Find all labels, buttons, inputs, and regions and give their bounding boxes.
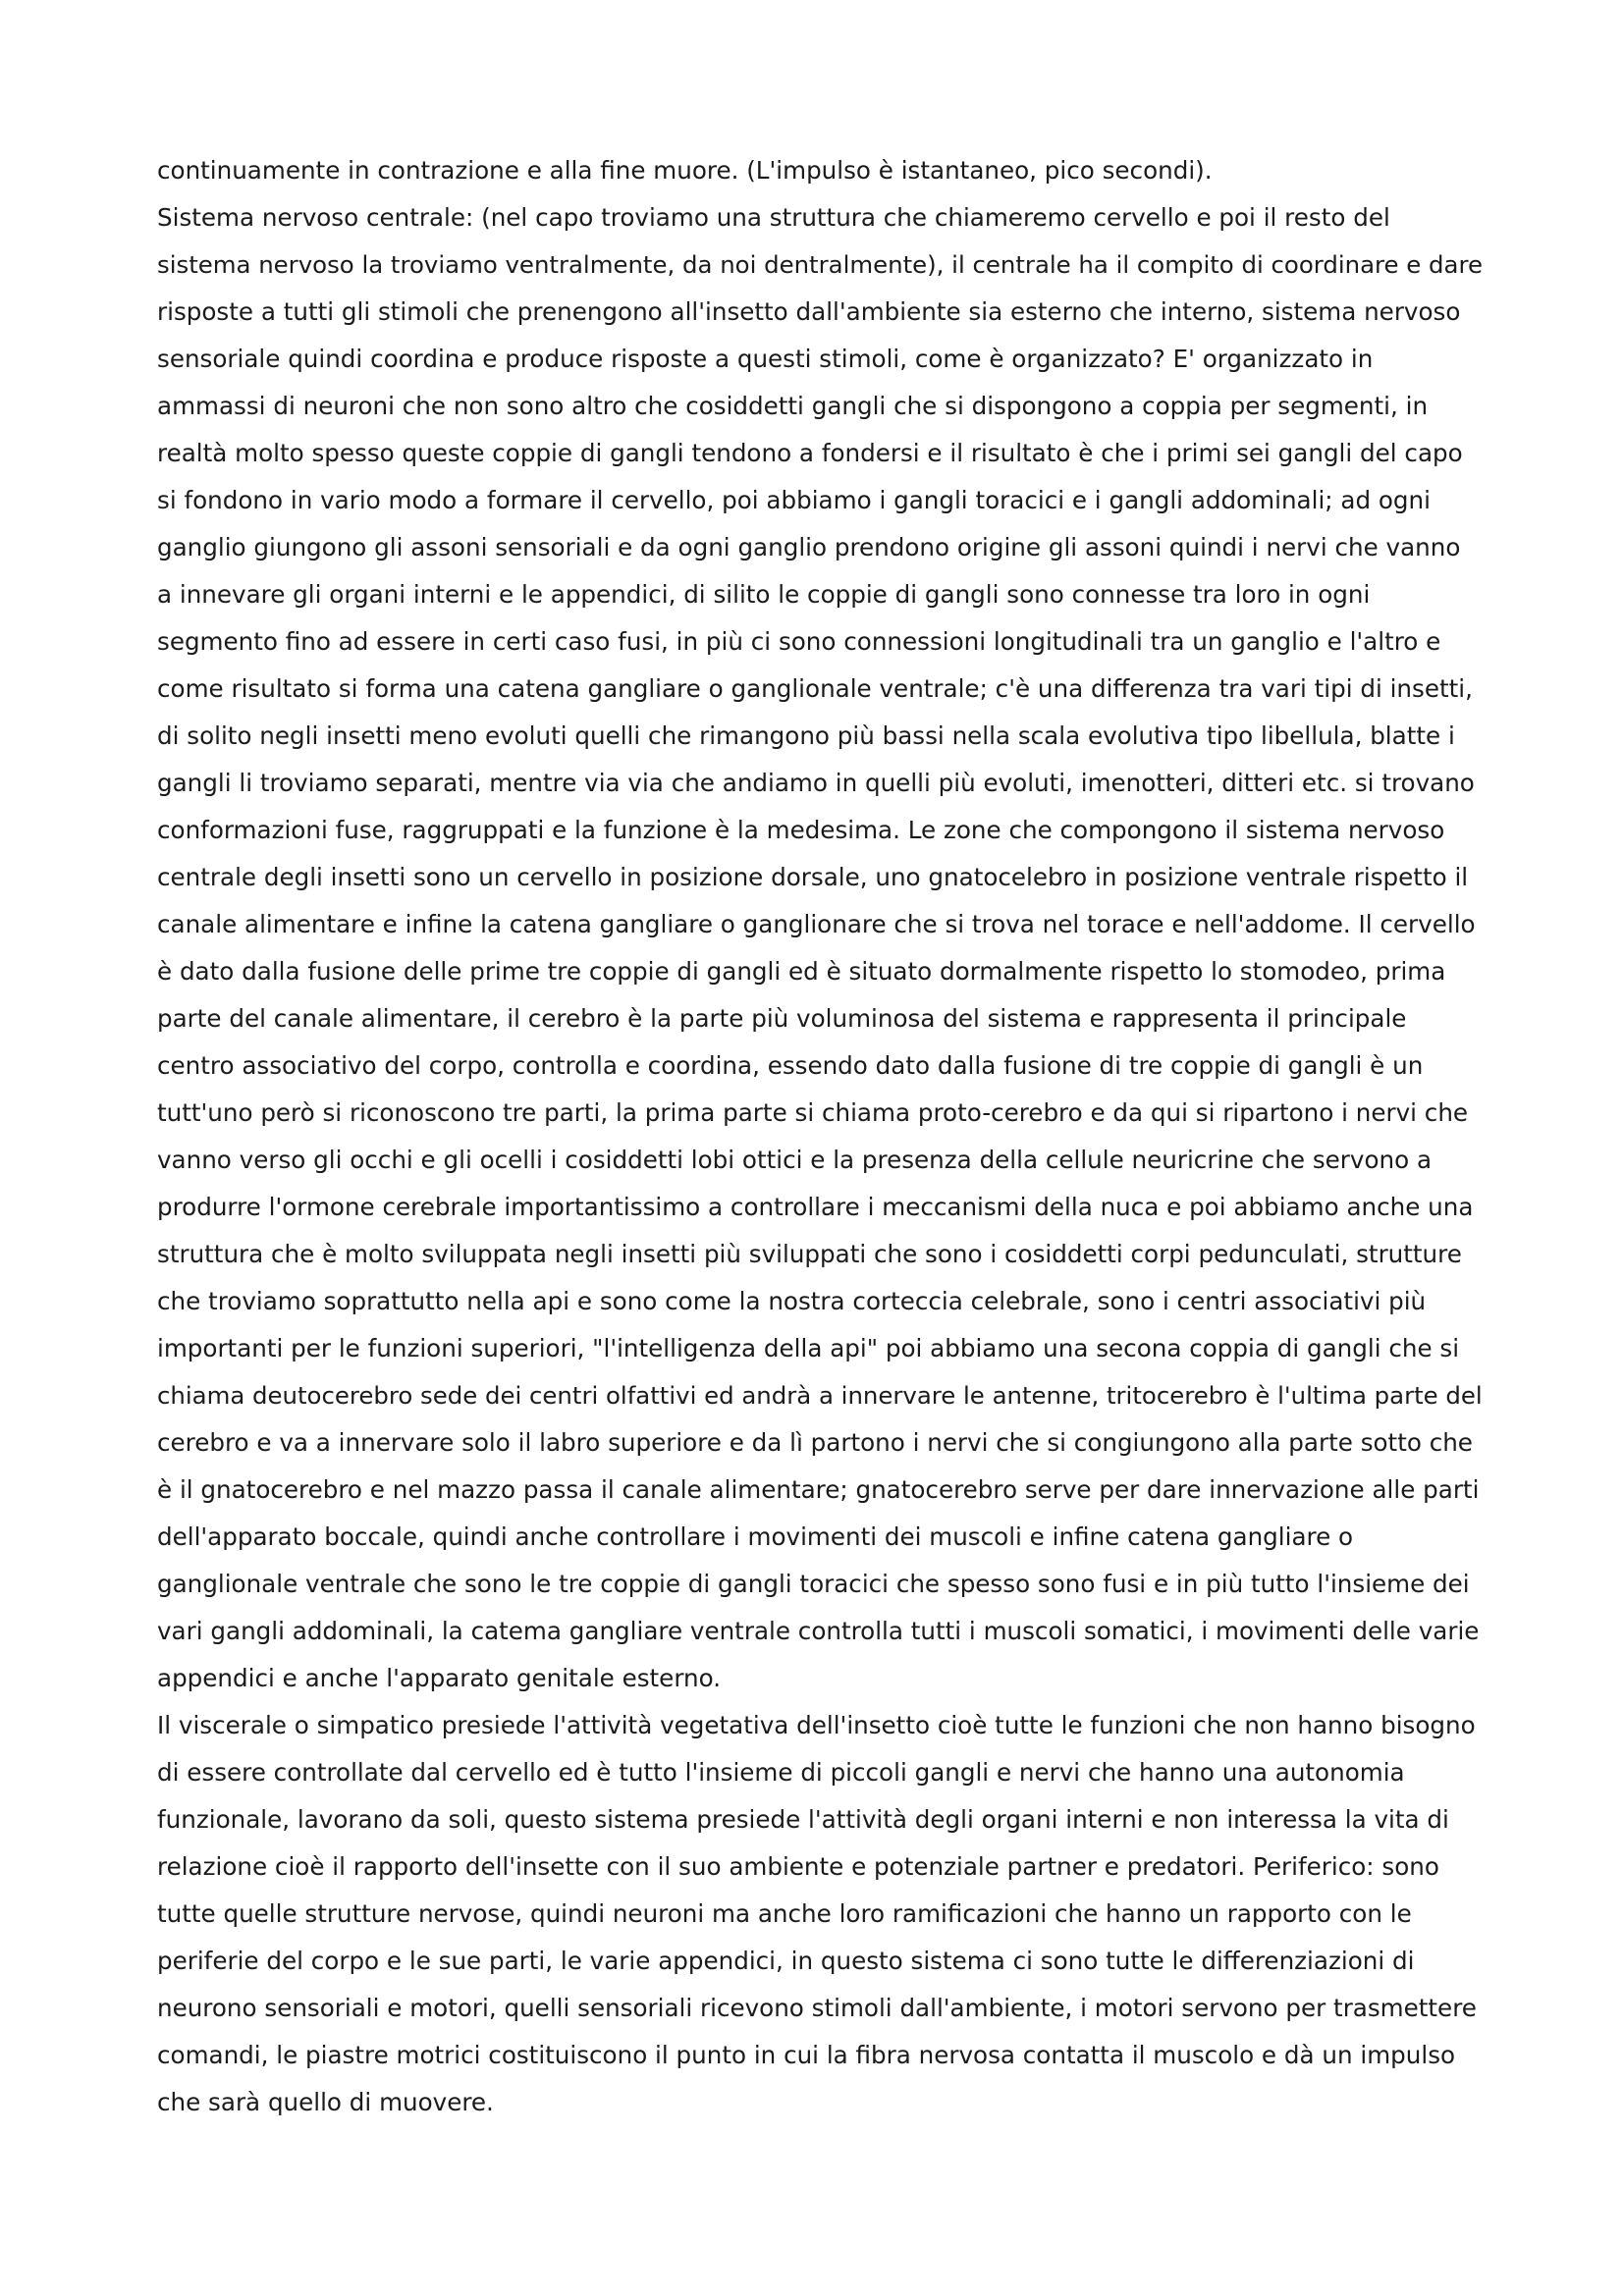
paragraph bbox=[157, 1702, 1485, 2126]
text-line: funzionale, lavorano da soli, questo sistema presiede l'attività degli organi interni e non interessa la vita di bbox=[157, 1805, 1449, 1834]
text-line: Sistema nervoso centrale: (nel capo troviamo una struttura che chiameremo cervello e poi il resto del bbox=[157, 203, 1390, 232]
text-line: come risultato si forma una catena gangliare o ganglionale ventrale; c'è una differenza tra vari tipi di insetti, bbox=[157, 674, 1473, 703]
text-line: Il viscerale o simpatico presiede l'attività vegetativa dell'insetto cioè tutte le funzioni che non hanno bisogno bbox=[157, 1711, 1476, 1739]
text-line: tutte quelle strutture nervose, quindi neuroni ma anche loro ramificazioni che hanno un rapporto con le bbox=[157, 1899, 1412, 1928]
text-line: parte del canale alimentare, il cerebro è la parte più voluminosa del sistema e rappresenta il principale bbox=[157, 1004, 1407, 1033]
text-line: di essere controllate dal cervello ed è tutto l'insieme di piccoli gangli e nervi che hanno una autonomia bbox=[157, 1758, 1405, 1787]
text-line: realtà molto spesso queste coppie di gangli tendono a fondersi e il risultato è che i primi sei gangli del capo bbox=[157, 439, 1463, 467]
text-line: centrale degli insetti sono un cervello in posizione dorsale, uno gnatocelebro in posizione ventrale rispetto il bbox=[157, 863, 1469, 891]
text-line: comandi, le piastre motrici costituiscono il punto in cui la fibra nervosa contatta il muscolo e dà un impulso bbox=[157, 2041, 1456, 2069]
text-line: a innevare gli organi interni e le appendici, di silito le coppie di gangli sono connesse tra loro in ogni bbox=[157, 580, 1371, 609]
text-line: vari gangli addominali, la catema gangliare ventrale controlla tutti i muscoli somatici, i movimenti delle varie bbox=[157, 1617, 1480, 1645]
document-body bbox=[157, 147, 1485, 2126]
text-line: ganglionale ventrale che sono le tre coppie di gangli toracici che spesso sono fusi e in più tutto l'insieme dei bbox=[157, 1570, 1470, 1598]
text-line: centro associativo del corpo, controlla e coordina, essendo dato dalla fusione di tre coppie di gangli è un bbox=[157, 1051, 1424, 1080]
text-line: tutt'uno però si riconoscono tre parti, la prima parte si chiama proto-cerebro e da qui si ripartono i nervi che bbox=[157, 1098, 1469, 1127]
text-line: vanno verso gli occhi e gli ocelli i cosiddetti lobi ottici e la presenza della cellule neuricrine che servono a bbox=[157, 1146, 1433, 1174]
text-line: di solito negli insetti meno evoluti quelli che rimangono più bassi nella scala evolutiva tipo libellula, blatte i bbox=[157, 721, 1455, 750]
paragraph bbox=[157, 147, 1485, 194]
text-line: si fondono in vario modo a formare il cervello, poi abbiamo i gangli toracici e i gangli addominali; ad ogni bbox=[157, 486, 1431, 514]
text-line: chiama deutocerebro sede dei centri olfattivi ed andrà a innervare le antenne, tritocerebro è l'ultima parte del bbox=[157, 1381, 1483, 1410]
text-line: neurono sensoriali e motori, quelli sensoriali ricevono stimoli dall'ambiente, i motori servono per trasmettere bbox=[157, 1994, 1477, 2022]
text-line: struttura che è molto sviluppata negli insetti più sviluppati che sono i cosiddetti corpi pedunculati, strutture bbox=[157, 1240, 1462, 1268]
text-line: segmento fino ad essere in certi caso fusi, in più ci sono connessioni longitudinali tra un ganglio e l'altro e bbox=[157, 627, 1441, 656]
text-line: sensoriale quindi coordina e produce risposte a questi stimoli, come è organizzato? E' organizzato in bbox=[157, 345, 1374, 373]
text-line: risposte a tutti gli stimoli che prenengono all'insetto dall'ambiente sia esterno che interno, sistema nervoso bbox=[157, 297, 1461, 326]
text-line: ammassi di neuroni che non sono altro che cosiddetti gangli che si dispongono a coppia per segmenti, in bbox=[157, 392, 1429, 420]
text-line: gangli li troviamo separati, mentre via via che andiamo in quelli più evoluti, imenotteri, ditteri etc. si trovano bbox=[157, 769, 1475, 797]
text-line: continuamente in contrazione e alla fine muore. (L'impulso è istantaneo, pico secondi). bbox=[157, 156, 1213, 185]
text-line: canale alimentare e infine la catena gangliare o ganglionare che si trova nel torace e nell'addome. Il cervello bbox=[157, 910, 1476, 938]
text-line: cerebro e va a innervare solo il labro superiore e da lì partono i nervi che si congiungono alla parte sotto che bbox=[157, 1428, 1473, 1457]
paragraph bbox=[157, 194, 1485, 1702]
text-line: relazione cioè il rapporto dell'insette con il suo ambiente e potenziale partner e predatori. Periferico: sono bbox=[157, 1852, 1439, 1881]
text-line: è dato dalla fusione delle prime tre coppie di gangli ed è situato dormalmente rispetto lo stomodeo, prima bbox=[157, 957, 1446, 986]
text-line: periferie del corpo e le sue parti, le varie appendici, in questo sistema ci sono tutte le differenziazioni di bbox=[157, 1947, 1415, 1975]
text-line: che sarà quello di muovere. bbox=[157, 2088, 494, 2116]
text-line: conformazioni fuse, raggruppati e la funzione è la medesima. Le zone che compongono il sistema nervoso bbox=[157, 816, 1445, 844]
text-line: è il gnatocerebro e nel mazzo passa il canale alimentare; gnatocerebro serve per dare innervazione alle parti bbox=[157, 1475, 1480, 1504]
text-line: dell'apparato boccale, quindi anche controllare i movimenti dei muscoli e infine catena gangliare o bbox=[157, 1522, 1354, 1551]
text-line: produrre l'ormone cerebrale importantissimo a controllare i meccanismi della nuca e poi abbiamo anche una bbox=[157, 1193, 1474, 1221]
text-line: che troviamo soprattutto nella api e sono come la nostra corteccia celebrale, sono i centri associativi più bbox=[157, 1287, 1427, 1315]
text-line: sistema nervoso la troviamo ventralmente, da noi dentralmente), il centrale ha il compito di coordinare e dare bbox=[157, 250, 1483, 279]
text-line: importanti per le funzioni superiori, "l'intelligenza della api" poi abbiamo una secona coppia di gangli che si bbox=[157, 1334, 1460, 1362]
text-line: ganglio giungono gli assoni sensoriali e da ogni ganglio prendono origine gli assoni quindi i nervi che vanno bbox=[157, 533, 1461, 561]
text-line: appendici e anche l'apparato genitale esterno. bbox=[157, 1664, 722, 1692]
